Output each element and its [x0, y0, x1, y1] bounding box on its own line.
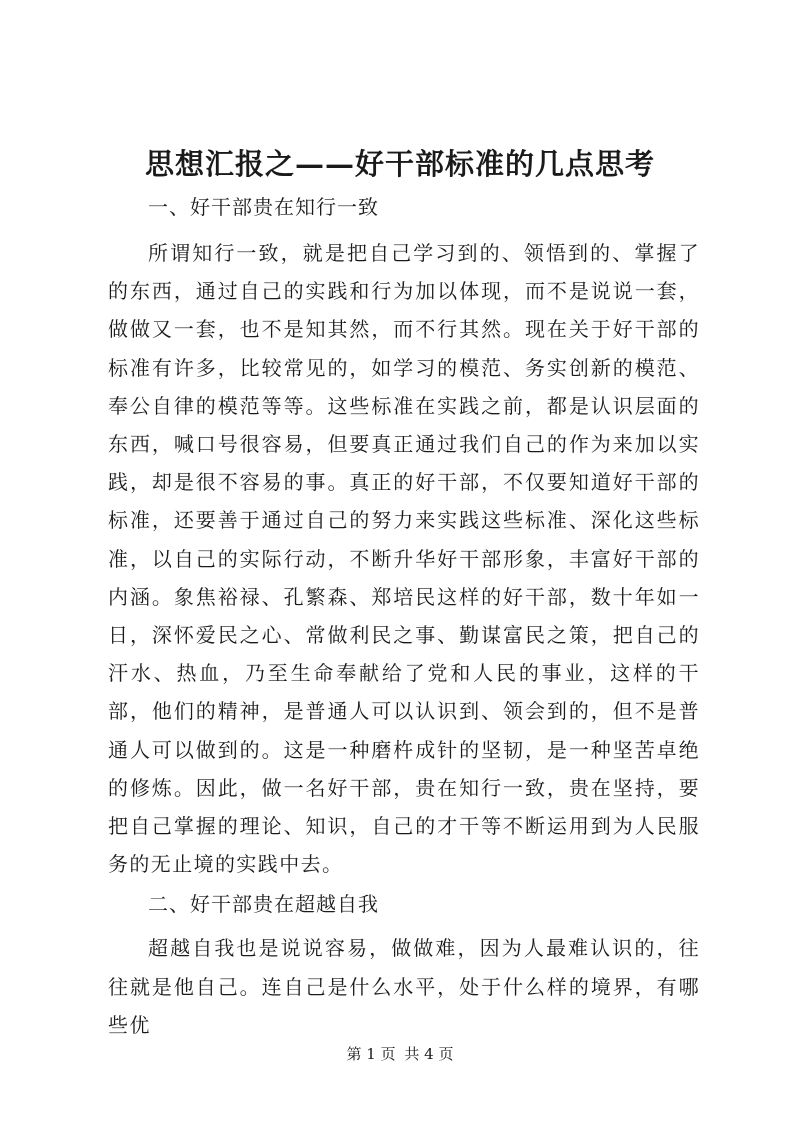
page-total-label: 共 4 页 [404, 1045, 454, 1063]
page-footer [0, 1043, 800, 1065]
section-paragraph-1: 所谓知行一致，就是把自己学习到的、领悟到的、掌握了的东西，通过自己的实践和行为加以体现，而不是说说一套，做做又一套，也不是知其然，而不行其然。现在关于好干部的标准有许多，比较常见的，如学习的模范、务实创新的模范、奉公自律的模范等等。这些标准在实践之前，都是认识层面的东西，喊口号很容易，但要真正通过我们自己的作为来加以实践，却是很不容易的事。真正的好干部，不仅要知道好干部的标准，还要善于通过自己的努力来实践这些标准、深化这些标准，以自己的实际行动，不断升华好干部形象，丰富好干部的内涵。象焦裕禄、孔繁森、郑培民这样的好干部，数十年如一日，深怀爱民之心、常做利民之事、勤谋富民之策，把自己的汗水、热血，乃至生命奉献给了党和人民的事业，这样的干部，他们的精神，是普通人可以认识到、领会到的，但不是普通人可以做到的。这是一种磨杵成针的坚韧，是一种坚苦卓绝的修炼。因此，做一名好干部，贵在知行一致，贵在坚持，要把自己掌握的理论、知识，自己的才干等不断运用到为人民服务的无止境的实践中去。 [108, 241, 700, 877]
section-paragraph-2: 超越自我也是说说容易，做做难，因为人最难认识的，往往就是他自己。连自己是什么水平，处于什么样的境界，有哪些优 [108, 936, 700, 1037]
section-heading-1: 一、好干部贵在知行一致 [148, 195, 379, 219]
document-title: 思想汇报之——好干部标准的几点思考 [144, 147, 655, 181]
page-number-label: 第 1 页 [346, 1045, 396, 1063]
section-heading-2: 二、好干部贵在超越自我 [148, 892, 379, 917]
document-body [108, 188, 700, 1044]
